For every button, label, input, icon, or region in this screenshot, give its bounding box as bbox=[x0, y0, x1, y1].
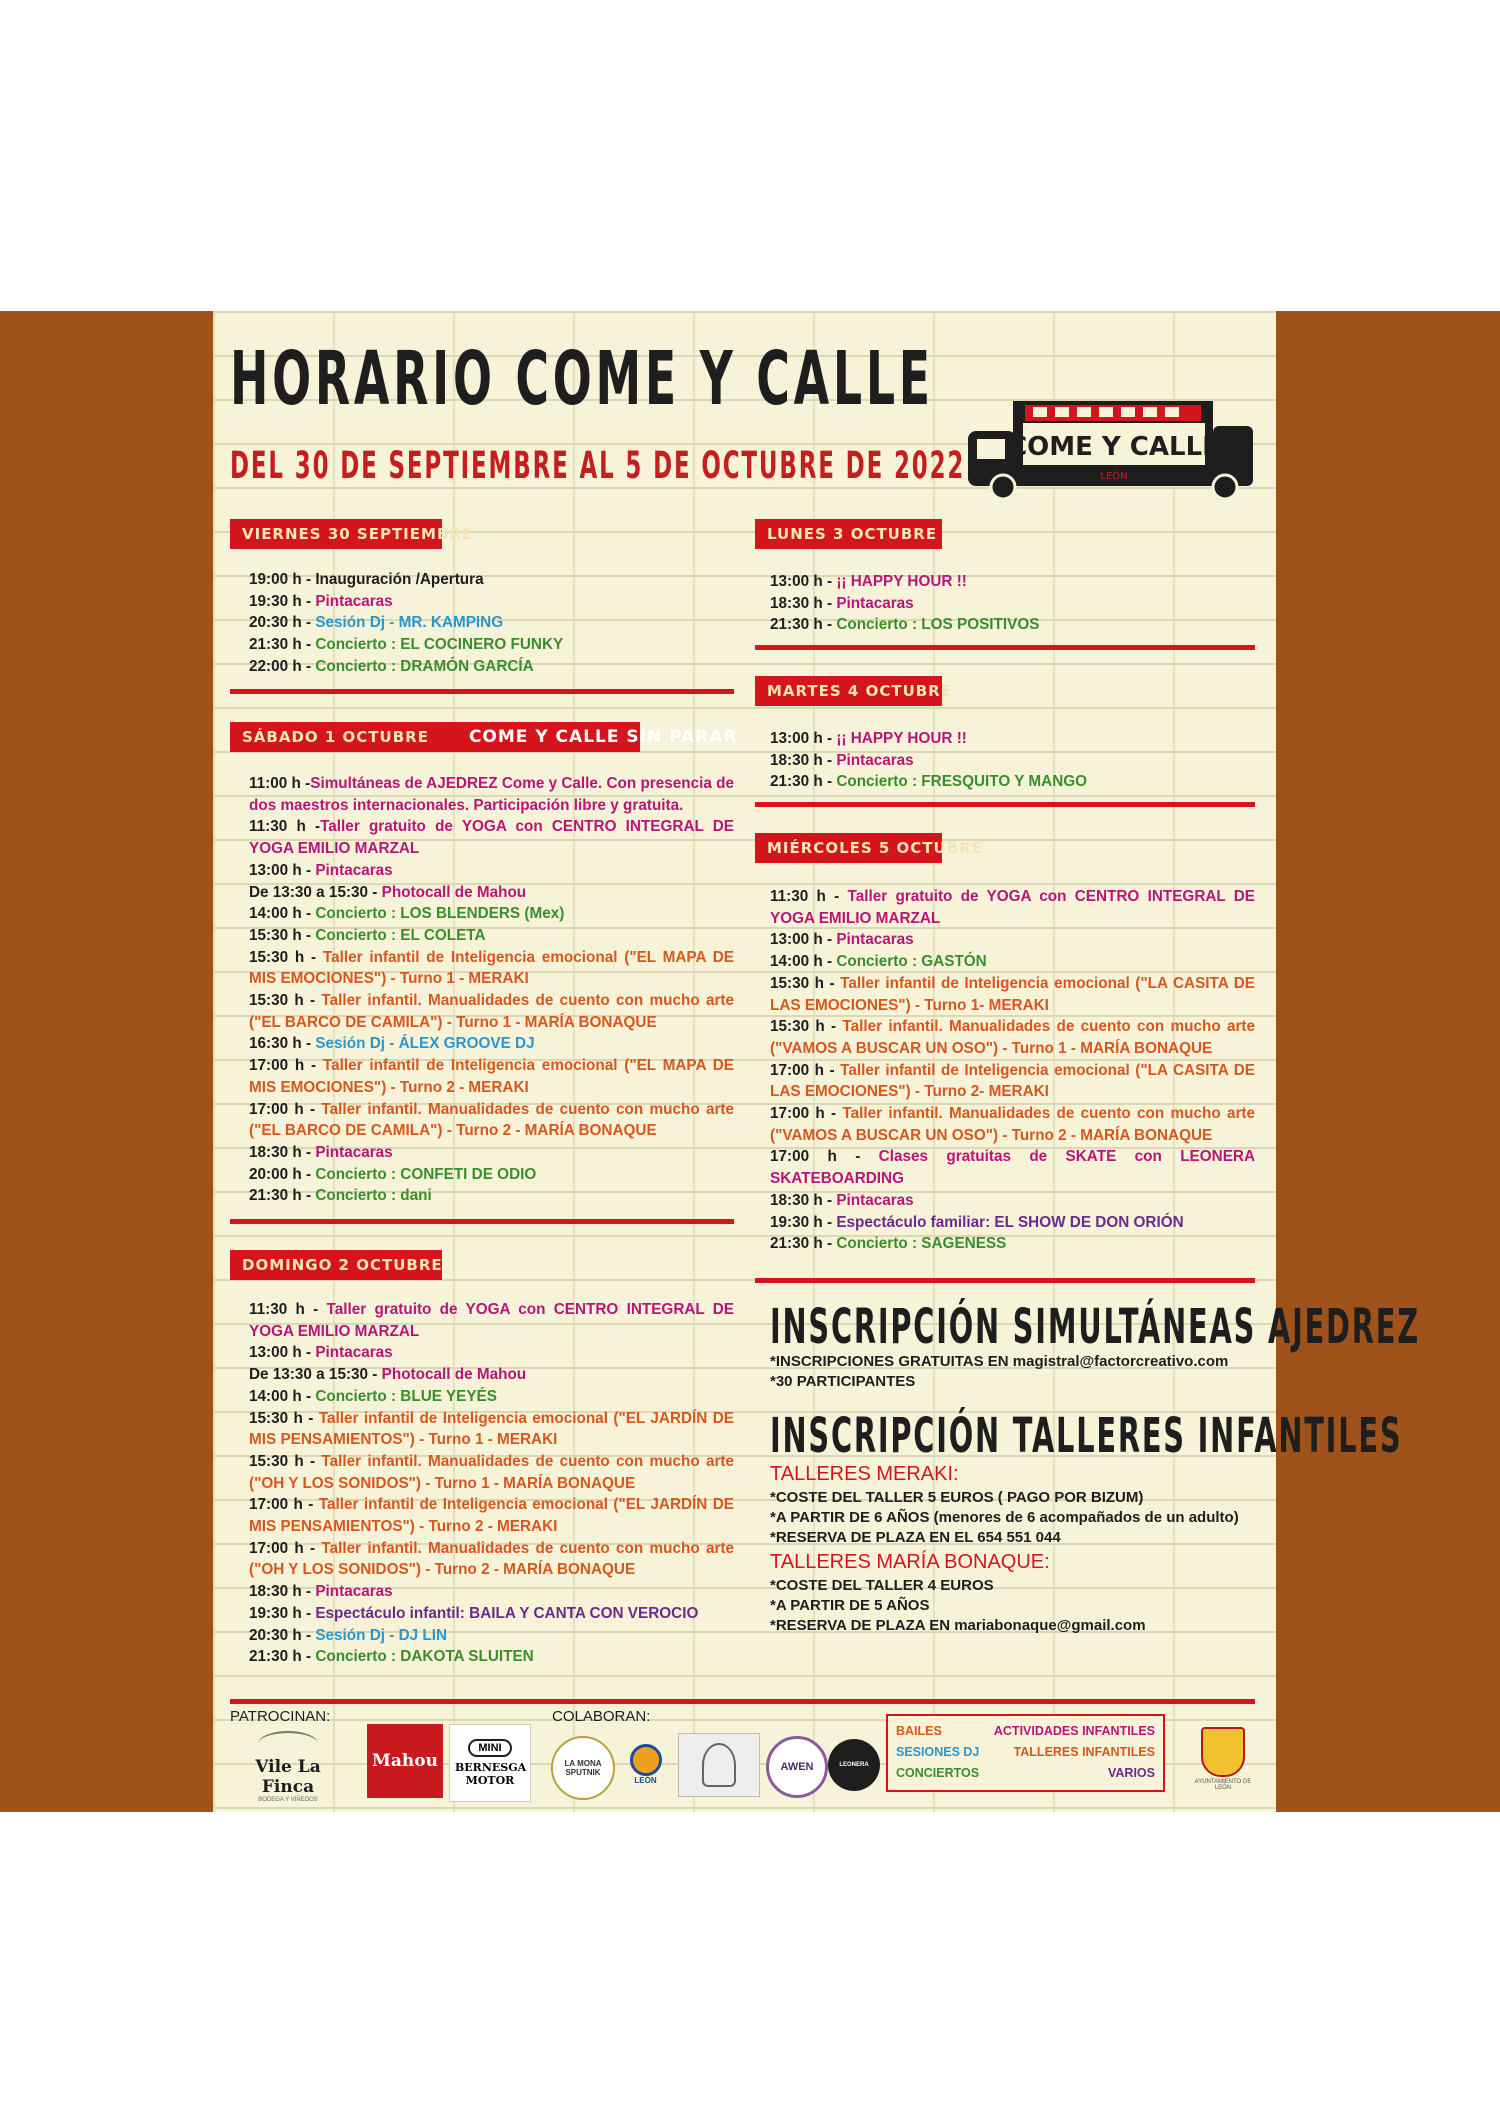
event-item bbox=[249, 1494, 734, 1537]
event-item bbox=[770, 728, 1255, 750]
poster bbox=[213, 311, 1420, 1812]
ayuntamiento-logo bbox=[1188, 1716, 1258, 1802]
event-description: Concierto : dani bbox=[315, 1187, 432, 1205]
event-time: 19:00 h - bbox=[249, 571, 316, 588]
event-time: 13:00 h - bbox=[249, 1344, 316, 1362]
event-item bbox=[249, 1033, 734, 1055]
bonaque-title: TALLERES MARÍA BONAQUE: bbox=[770, 1551, 1050, 1573]
event-time: 20:00 h - bbox=[249, 1165, 316, 1183]
yoga-center-logo bbox=[678, 1733, 760, 1797]
event-time: 15:30 h - bbox=[770, 1018, 843, 1036]
event-time: 18:30 h - bbox=[249, 1583, 316, 1601]
event-description: Taller infantil de Inteligencia emocional ("EL MAPA DE MIS EMOCIONES") - Turno 2 - MERAKI bbox=[249, 1057, 734, 1096]
section-martes: MARTES 4 OCTUBRE bbox=[755, 676, 942, 706]
talleres-title: INSCRIPCIÓN TALLERES INFANTILES bbox=[770, 1408, 1403, 1464]
meraki-line: *A PARTIR DE 6 AÑOS (menores de 6 acompañados de un adulto) bbox=[770, 1509, 1239, 1526]
event-time: 13:00 h - bbox=[249, 861, 316, 879]
event-item bbox=[249, 990, 734, 1033]
event-item bbox=[770, 1212, 1255, 1234]
event-description: Taller gratuito de YOGA con CENTRO INTEGRAL DE YOGA EMILIO MARZAL bbox=[770, 888, 1255, 927]
event-item bbox=[249, 1142, 734, 1164]
legend-talleres: TALLERES INFANTILES bbox=[1013, 1745, 1155, 1759]
event-time: 11:00 h - bbox=[249, 775, 311, 792]
event-description: Taller gratuito de YOGA con CENTRO INTEGRAL DE YOGA EMILIO MARZAL bbox=[249, 818, 734, 858]
section-lunes: LUNES 3 OCTUBRE bbox=[755, 519, 942, 549]
leon-label: LEÓN bbox=[634, 1775, 657, 1785]
event-description: Pintacaras bbox=[315, 861, 393, 879]
event-item bbox=[249, 773, 734, 816]
food-truck-logo bbox=[963, 391, 1263, 499]
event-time: 14:00 h - bbox=[249, 905, 316, 923]
leonera-logo: LEONERA bbox=[828, 1739, 880, 1791]
event-time: De 13:30 a 15:30 - bbox=[249, 1366, 382, 1384]
event-description: Taller infantil. Manualidades de cuento con mucho arte ("OH Y LOS SONIDOS") - Turno 1 - MARÍA BONAQUE bbox=[249, 1452, 735, 1492]
event-time: 17:00 h - bbox=[770, 1148, 879, 1166]
event-item bbox=[770, 771, 1255, 793]
event-time: 16:30 h - bbox=[249, 1035, 316, 1053]
event-item bbox=[249, 1164, 734, 1186]
event-description: Taller infantil de Inteligencia emocional ("LA CASITA DE LAS EMOCIONES") - Turno 1- MERAKI bbox=[770, 974, 1255, 1014]
section-miercoles: MIÉRCOLES 5 OCTUBRE bbox=[755, 833, 942, 863]
event-item bbox=[249, 612, 734, 634]
event-item bbox=[770, 1016, 1255, 1059]
logo-sub: LEÓN bbox=[1100, 471, 1128, 482]
events-miercoles bbox=[770, 886, 1255, 1255]
events-domingo bbox=[249, 1299, 734, 1668]
event-description: Concierto : GASTÓN bbox=[836, 953, 987, 971]
event-item bbox=[770, 1233, 1255, 1255]
event-description: ¡¡ HAPPY HOUR !! bbox=[836, 730, 967, 747]
event-time: 21:30 h - bbox=[249, 1648, 316, 1666]
event-item bbox=[770, 929, 1255, 951]
legend-bailes: BAILES bbox=[896, 1724, 942, 1738]
event-item bbox=[249, 1451, 734, 1494]
legend-varios: VARIOS bbox=[1108, 1766, 1155, 1780]
event-description: Concierto : BLUE YEYÉS bbox=[315, 1387, 497, 1405]
event-description: Sesión Dj - MR. KAMPING bbox=[315, 614, 504, 632]
patrocinan-label: PATROCINAN: bbox=[230, 1708, 331, 1725]
event-item bbox=[249, 1646, 734, 1668]
event-description: Taller infantil de Inteligencia emocional ("LA CASITA DE LAS EMOCIONES") - Turno 2- MERAKI bbox=[770, 1061, 1255, 1101]
divider bbox=[755, 1278, 1255, 1283]
event-time: 21:30 h - bbox=[249, 1187, 316, 1205]
event-item bbox=[249, 1364, 734, 1386]
event-description: Simultáneas de AJEDREZ Come y Calle. Con presencia de dos maestros internacionales. Participación libre y gratuita. bbox=[249, 775, 734, 814]
logo-text: COME Y CALLE bbox=[1008, 432, 1220, 462]
event-item bbox=[249, 569, 734, 591]
event-time: 21:30 h - bbox=[249, 636, 316, 654]
section-sabado-extra: COME Y CALLE SIN PARAR bbox=[468, 727, 738, 747]
event-time: 19:30 h - bbox=[249, 1604, 316, 1622]
event-description: Concierto : FRESQUITO Y MANGO bbox=[836, 773, 1088, 791]
event-time: 17:00 h - bbox=[249, 1539, 322, 1557]
event-item bbox=[770, 973, 1255, 1016]
event-item bbox=[249, 1581, 734, 1603]
event-time: 11:30 h - bbox=[249, 1301, 327, 1318]
event-time: 19:30 h - bbox=[249, 592, 316, 610]
event-description: Sesión Dj - DJ LIN bbox=[315, 1626, 448, 1644]
leon-collaborator-logo bbox=[618, 1731, 673, 1797]
event-description: Pintacaras bbox=[315, 1344, 393, 1362]
event-description: Concierto : LOS BLENDERS (Mex) bbox=[315, 905, 565, 923]
event-description: Concierto : EL COCINERO FUNKY bbox=[315, 636, 564, 654]
event-time: 18:30 h - bbox=[249, 1143, 316, 1161]
ayuntamiento-label: AYUNTAMIENTO DE LEÓN bbox=[1194, 1779, 1252, 1791]
event-description: Pintacaras bbox=[315, 1143, 393, 1161]
meraki-line: *RESERVA DE PLAZA EN EL 654 551 044 bbox=[770, 1529, 1061, 1546]
legend-conciertos: CONCIERTOS bbox=[896, 1766, 980, 1780]
event-item bbox=[249, 1538, 734, 1581]
event-time: 17:00 h - bbox=[770, 1061, 841, 1079]
event-item bbox=[770, 571, 1255, 593]
divider bbox=[230, 689, 734, 694]
yoga-figure-icon bbox=[702, 1743, 736, 1787]
event-item bbox=[249, 947, 734, 990]
vile-name: Vile La Finca bbox=[255, 1757, 321, 1797]
event-item bbox=[770, 886, 1255, 929]
section-domingo: DOMINGO 2 OCTUBRE bbox=[230, 1250, 442, 1280]
event-description: Clases gratuitas de SKATE con LEONERA SKATEBOARDING bbox=[770, 1148, 1255, 1188]
event-time: 19:30 h - bbox=[770, 1213, 837, 1231]
divider bbox=[230, 1219, 734, 1224]
event-time: 15:30 h - bbox=[249, 1452, 322, 1470]
footer-divider bbox=[230, 1699, 1255, 1704]
event-description: Concierto : DRAMÓN GARCÍA bbox=[315, 657, 534, 675]
event-description: Concierto : DAKOTA SLUITEN bbox=[315, 1648, 534, 1666]
event-description: Photocall de Mahou bbox=[381, 1366, 527, 1384]
event-description: Espectáculo familiar: EL SHOW DE DON ORIÓN bbox=[836, 1213, 1184, 1231]
events-viernes bbox=[249, 569, 734, 678]
event-item bbox=[249, 634, 734, 656]
event-time: 21:30 h - bbox=[770, 616, 837, 634]
coat-of-arms-icon bbox=[1201, 1727, 1245, 1777]
bonaque-line: *RESERVA DE PLAZA EN mariabonaque@gmail.com bbox=[770, 1617, 1146, 1634]
event-time: 20:30 h - bbox=[249, 1626, 316, 1644]
events-martes bbox=[770, 728, 1255, 793]
event-time: 14:00 h - bbox=[770, 953, 837, 971]
leon-emblem-icon bbox=[630, 1744, 662, 1776]
event-description: Taller infantil. Manualidades de cuento con mucho arte ("VAMOS A BUSCAR UN OSO") - Turno 2 - MARÍA BONAQUE bbox=[770, 1105, 1256, 1144]
events-sabado bbox=[249, 773, 734, 1207]
event-time: 13:00 h - bbox=[770, 931, 837, 949]
colaboran-label: COLABORAN: bbox=[552, 1708, 651, 1725]
event-item bbox=[249, 1055, 734, 1098]
event-description: Taller infantil. Manualidades de cuento con mucho arte ("EL BARCO DE CAMILA") - Turno 2 - MARÍA BONAQUE bbox=[249, 1100, 735, 1140]
event-description: Pintacaras bbox=[836, 751, 914, 769]
event-time: 18:30 h - bbox=[770, 594, 837, 612]
event-item bbox=[249, 656, 734, 678]
event-item bbox=[770, 1146, 1255, 1189]
event-description: ¡¡ HAPPY HOUR !! bbox=[836, 573, 967, 590]
event-item bbox=[249, 591, 734, 613]
event-description: Pintacaras bbox=[836, 594, 914, 612]
event-time: 18:30 h - bbox=[770, 1191, 837, 1209]
event-time: 15:30 h - bbox=[249, 1409, 319, 1427]
ajedrez-line: *30 PARTICIPANTES bbox=[770, 1373, 916, 1390]
event-time: 15:30 h - bbox=[249, 926, 316, 944]
event-description: Taller infantil de Inteligencia emocional ("EL JARDÍN DE MIS PENSAMIENTOS") - Turno 2 - MERAKI bbox=[249, 1496, 734, 1536]
event-item bbox=[249, 1299, 734, 1342]
event-description: Concierto : LOS POSITIVOS bbox=[836, 616, 1040, 634]
vile-la-finca-logo bbox=[228, 1731, 348, 1803]
event-description: Taller infantil. Manualidades de cuento con mucho arte ("OH Y LOS SONIDOS") - Turno 2 - MARÍA BONAQUE bbox=[249, 1539, 735, 1579]
event-description: Concierto : CONFETI DE ODIO bbox=[315, 1165, 537, 1183]
event-time: 15:30 h - bbox=[770, 974, 841, 992]
event-item bbox=[249, 1603, 734, 1625]
event-description: Taller infantil. Manualidades de cuento con mucho arte ("EL BARCO DE CAMILA") - Turno 1 - MARÍA BONAQUE bbox=[249, 992, 735, 1031]
event-time: 21:30 h - bbox=[770, 1235, 837, 1253]
event-time: 18:30 h - bbox=[770, 751, 837, 769]
event-description: Concierto : EL COLETA bbox=[315, 926, 486, 944]
event-time: 22:00 h - bbox=[249, 657, 316, 675]
event-time: 15:30 h - bbox=[249, 992, 322, 1010]
event-description: Taller gratuito de YOGA con CENTRO INTEGRAL DE YOGA EMILIO MARZAL bbox=[249, 1301, 734, 1340]
event-item bbox=[770, 1190, 1255, 1212]
event-time: 17:00 h - bbox=[249, 1057, 323, 1075]
event-description: Concierto : SAGENESS bbox=[836, 1235, 1007, 1253]
event-time: 11:30 h - bbox=[249, 818, 321, 836]
event-description: Pintacaras bbox=[315, 592, 393, 610]
event-time: 13:00 h - bbox=[770, 730, 837, 747]
event-description: Inauguración /Apertura bbox=[315, 571, 484, 588]
event-description: Photocall de Mahou bbox=[381, 883, 527, 901]
mini-icon: MINI bbox=[468, 1739, 511, 1757]
event-item bbox=[249, 1342, 734, 1364]
event-item bbox=[249, 1099, 734, 1142]
event-item bbox=[770, 593, 1255, 615]
event-item bbox=[770, 614, 1255, 636]
talleres-info bbox=[770, 1460, 1250, 1636]
event-description: Taller infantil de Inteligencia emocional ("EL JARDÍN DE MIS PENSAMIENTOS") - Turno 1 - MERAKI bbox=[249, 1409, 734, 1449]
event-description: Pintacaras bbox=[315, 1583, 393, 1601]
awen-logo: AWEN bbox=[766, 1736, 828, 1798]
event-description: Pintacaras bbox=[836, 931, 914, 949]
event-time: 14:00 h - bbox=[249, 1387, 316, 1405]
event-item bbox=[770, 951, 1255, 973]
ajedrez-title: INSCRIPCIÓN SIMULTÁNEAS AJEDREZ bbox=[770, 1299, 1420, 1355]
bernesga-motor-logo bbox=[449, 1724, 531, 1802]
divider bbox=[755, 645, 1255, 650]
section-viernes: VIERNES 30 SEPTIEMBRE bbox=[230, 519, 442, 549]
events-lunes bbox=[770, 571, 1255, 636]
event-item bbox=[249, 1386, 734, 1408]
poster-title: HORARIO COME Y CALLE bbox=[230, 336, 934, 422]
meraki-line: *COSTE DEL TALLER 5 EUROS ( PAGO POR BIZUM) bbox=[770, 1489, 1144, 1506]
event-description: Espectáculo infantil: BAILA Y CANTA CON VEROCIO bbox=[315, 1604, 699, 1622]
event-item bbox=[249, 925, 734, 947]
la-mona-sputnik-logo: LA MONA SPUTNIK bbox=[551, 1736, 615, 1800]
event-item bbox=[770, 1103, 1255, 1146]
event-item bbox=[249, 816, 734, 859]
event-time: 17:00 h - bbox=[249, 1100, 322, 1118]
event-time: 15:30 h - bbox=[249, 948, 323, 966]
event-item bbox=[249, 1408, 734, 1451]
event-item bbox=[249, 882, 734, 904]
event-description: Taller infantil. Manualidades de cuento con mucho arte ("VAMOS A BUSCAR UN OSO") - Turno 1 - MARÍA BONAQUE bbox=[770, 1018, 1256, 1057]
legend-actividades: ACTIVIDADES INFANTILES bbox=[993, 1724, 1155, 1738]
bonaque-line: *COSTE DEL TALLER 4 EUROS bbox=[770, 1577, 994, 1594]
bonaque-line: *A PARTIR DE 5 AÑOS bbox=[770, 1597, 930, 1614]
event-time: 17:00 h - bbox=[249, 1496, 319, 1514]
legend-sesiones: SESIONES DJ bbox=[896, 1745, 980, 1759]
event-item bbox=[249, 903, 734, 925]
ajedrez-info bbox=[770, 1352, 1255, 1392]
section-sabado bbox=[230, 722, 738, 752]
event-time: 13:00 h - bbox=[770, 573, 837, 590]
vile-sub: BODEGA Y VIÑEDOS bbox=[258, 1797, 318, 1803]
event-item bbox=[249, 1625, 734, 1647]
mahou-logo: Mahou bbox=[367, 1724, 443, 1798]
event-time: 20:30 h - bbox=[249, 614, 316, 632]
event-description: Sesión Dj - ÁLEX GROOVE DJ bbox=[315, 1035, 535, 1053]
event-item bbox=[770, 1060, 1255, 1103]
event-time: 17:00 h - bbox=[770, 1105, 843, 1123]
event-description: Pintacaras bbox=[836, 1191, 914, 1209]
poster-subtitle: DEL 30 DE SEPTIEMBRE AL 5 DE OCTUBRE DE 2022 bbox=[230, 444, 966, 487]
section-sabado-label: SÁBADO 1 OCTUBRE bbox=[242, 728, 429, 746]
event-item bbox=[770, 750, 1255, 772]
divider bbox=[755, 802, 1255, 807]
event-time: 21:30 h - bbox=[770, 773, 837, 791]
ajedrez-line: *INSCRIPCIONES GRATUITAS EN magistral@factorcreativo.com bbox=[770, 1353, 1229, 1370]
vile-arc-icon bbox=[258, 1731, 318, 1757]
bernesga-name: BERNESGA MOTOR bbox=[455, 1761, 527, 1787]
event-item bbox=[249, 860, 734, 882]
meraki-title: TALLERES MERAKI: bbox=[770, 1463, 959, 1485]
legend-box bbox=[886, 1714, 1165, 1792]
event-item bbox=[249, 1185, 734, 1207]
event-time: De 13:30 a 15:30 - bbox=[249, 883, 382, 901]
event-time: 11:30 h - bbox=[770, 888, 848, 905]
event-description: Taller infantil de Inteligencia emocional ("EL MAPA DE MIS EMOCIONES") - Turno 1 - MERAKI bbox=[249, 948, 734, 988]
